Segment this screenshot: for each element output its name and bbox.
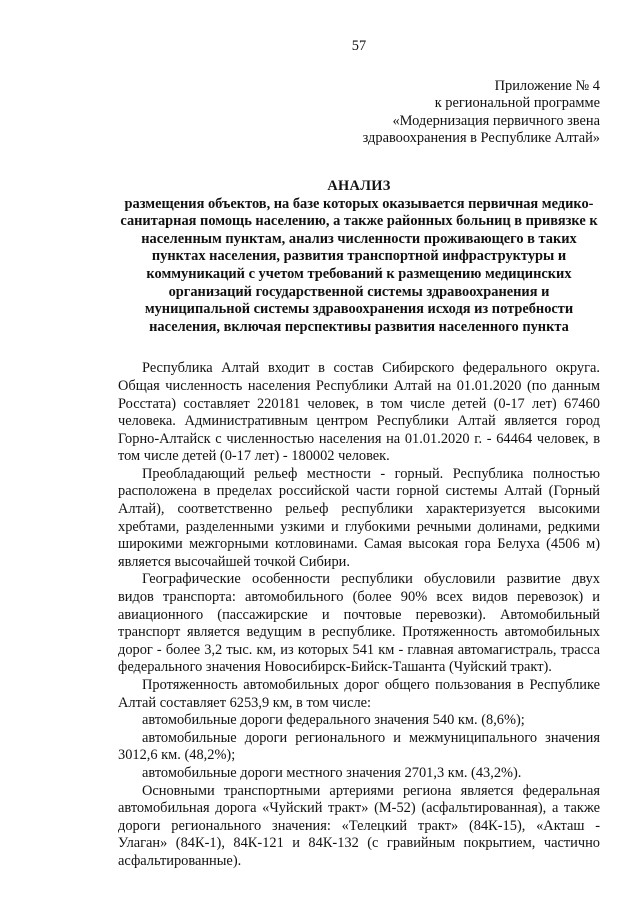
title-heading: АНАЛИЗ	[327, 177, 391, 194]
appendix-line: Приложение № 4	[494, 77, 600, 94]
title-subheading: размещения объектов, на базе которых оказывается первичная медико-санитарная помощь населению, а также районных больниц в привязке к населенным пунктам, анализ численности проживающего в таких пунктах населения, развития транспортной инфраструктуры и коммуникаций с учетом требований к размещению медицинских организаций государственной системы здравоохранения и муниципальной системы здравоохранения исходя из потребности населения, включая перспективы развития населенного пункта	[120, 195, 598, 335]
document-body	[118, 360, 600, 870]
appendix-line: «Модернизация первичного звена	[392, 112, 600, 129]
page-number: 57	[351, 38, 367, 54]
document-title	[118, 178, 600, 336]
paragraph-roads-length: Протяженность автомобильных дорог общего пользования в Республике Алтай составляет 6253,9 км, в том числе:	[118, 677, 600, 711]
list-item: автомобильные дороги местного значения 2701,3 км. (43,2%).	[142, 764, 522, 781]
list-item: автомобильные дороги федерального значения 540 км. (8,6%);	[142, 712, 525, 729]
appendix-line: к региональной программе	[434, 95, 600, 112]
appendix-note	[118, 78, 600, 148]
appendix-line: здравоохранения в Республике Алтай»	[362, 130, 600, 147]
paragraph-main-roads: Основными транспортными артериями региона является федеральная автомобильная дорога «Чуйский тракт» (М-52) (асфальтированная), а также дороги регионального значения: «Телецкий тракт» (84К-15), «Акташ - Улаган» (84К-1), 84К-121 и 84К-132 (с гравийным покрытием, частично асфальтированные).	[118, 782, 600, 869]
paragraph-relief: Преобладающий рельеф местности - горный. Республика полностью расположена в пределах российской части горной системы Алтай (Горный Алтай), соответственно рельеф республики характеризуется высокими хребтами, разделенными узкими и глубокими речными долинами, редкими широкими межгорными котловинами. Самая высокая гора Белуха (4506 м) является высочайшей точкой Сибири.	[118, 465, 600, 570]
list-item: автомобильные дороги регионального и межмуниципального значения 3012,6 км. (48,2%);	[118, 729, 600, 764]
paragraph-population: Республика Алтай входит в состав Сибирского федерального округа. Общая численность населения Республики Алтай на 01.01.2020 (по данным Росстата) составляет 220181 человек, в том числе детей (0-17 лет) 67460 человека. Административным центром Республики Алтай является город Горно-Алтайск с численностью населения на 01.01.2020 г. - 64464 человек, в том числе детей (0-17 лет) - 180002 человек.	[118, 360, 600, 465]
paragraph-transport: Географические особенности республики обусловили развитие двух видов транспорта: автомобильного (более 90% всех видов перевозок) и авиационного (пассажирские и почтовые перевозки). Автомобильный транспорт является ведущим в республике. Протяженность автомобильных дорог - более 3,2 тыс. км, из которых 541 км - главная автомагистраль, трасса федерального значения Новосибирск-Бийск-Ташанта (Чуйский тракт).	[118, 571, 600, 676]
